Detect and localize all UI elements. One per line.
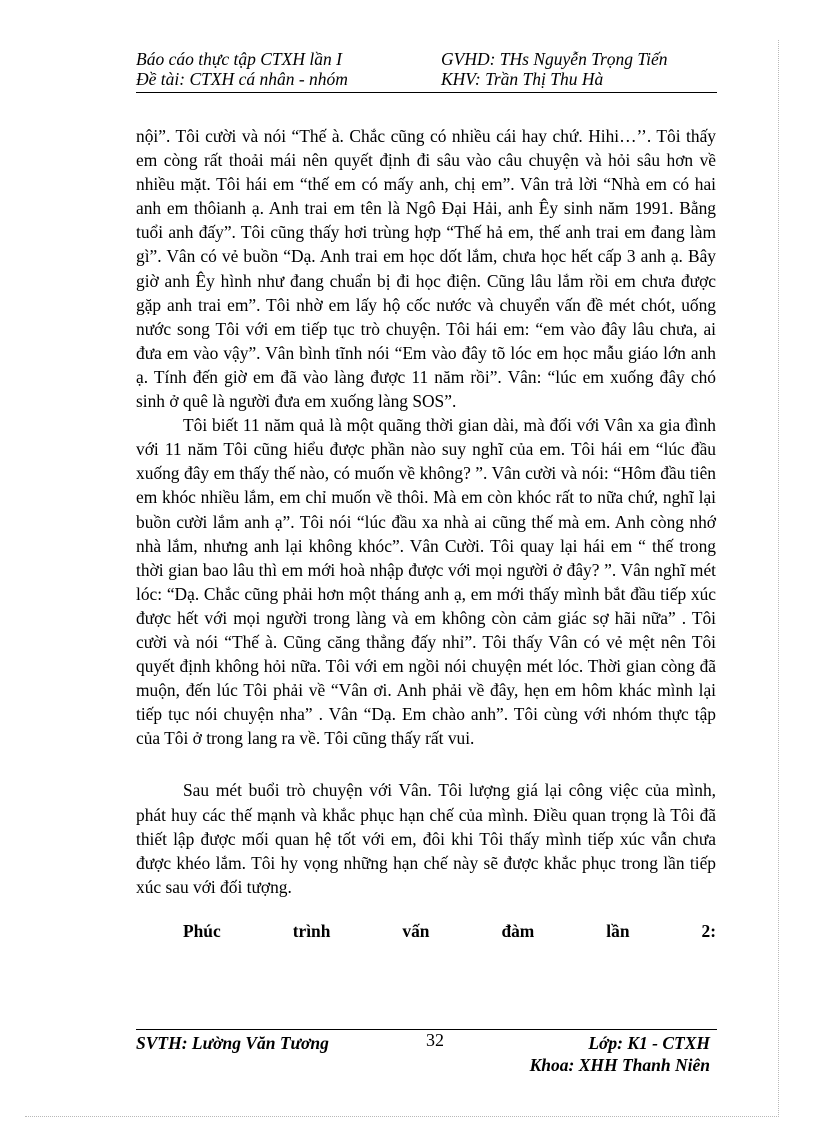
paragraph-2: Tôi biết 11 năm quả là một quãng thời gian dài, mà đối với Vân xa gia đình với 11 năm Tôi cũng hiểu được phần nào suy nghĩ của em. Tôi hái em “lúc đầu xuống đây em thấy thế nào, có muốn về không? ”. Vân cười và nói: “Hôm đầu tiên em khóc nhiều lắm, em chỉ muốn về thôi. Mà em còn khóc rất to nữa chứ, nghĩ lại buồn cười lắm anh ạ”. Tôi nói “lúc đầu xa nhà ai cũng thế mà em. Anh còng nhớ nhà lắm, nhưng anh lại không khóc”. Vân Cười. Tôi quay lại hái em “ thế trong thời gian bao lâu thì em mới hoà nhập được với mọi người ở đây? ”. Vân nghĩ mét lóc: “Dạ. Chắc cũng phải hơn một tháng anh ạ, em mới thấy mình bắt đầu tiếp xúc được hết với mọi người trong làng và em không còn cảm giác sợ hãi nữa” . Tôi cười và nói “Thế à. Cũng căng thẳng đấy nhỉ”. Tôi thấy Vân có vẻ mệt nên Tôi quyết định không hỏi nữa. Tôi với em ngồi nói chuyện mét lóc. Thời gian còng đã muộn, đến lúc Tôi phải về “Vân ơi. Anh phải về đây, hẹn em hôm khác mình lại tiếp tục nói chuyện nha” . Vân “Dạ. Em chào anh”. Tôi cùng với nhóm thực tập của Tôi ở trong lang ra về. Tôi cũng thấy rất vui. (136, 415, 716, 749)
heading-word: vấn (402, 920, 430, 941)
report-title: Báo cáo thực tập CTXH lần I (136, 49, 342, 69)
page-header (136, 49, 716, 89)
section-heading (136, 919, 716, 943)
khv: KHV: Trần Thị Thu Hà (441, 69, 604, 89)
supervisor: GVHD: THs Nguyễn Trọng Tiến (441, 49, 668, 69)
page-body (136, 124, 716, 943)
page-border-bottom (25, 1116, 779, 1117)
paragraph-3: Sau mét buổi trò chuyện với Vân. Tôi lượng giá lại công việc của mình, phát huy các thế mạnh và khắc phục hạn chế của mình. Điều quan trọng là Tôi đã thiết lập được mối quan hệ tốt với em, đôi khi Tôi thấy mình tiếp xúc vẫn chưa được khéo lắm. Tôi hy vọng những hạn chế này sẽ được khắc phục trong lần tiếp xúc sau với đối tượng. (136, 780, 716, 897)
student-name: SVTH: Lường Văn Tương (136, 1033, 329, 1053)
page-footer (136, 1032, 716, 1080)
page-number: 32 (426, 1030, 444, 1050)
heading-word: 2: (701, 920, 716, 941)
page-border-right (778, 40, 779, 1115)
class-label: Lớp: K1 - CTXH (588, 1033, 710, 1053)
heading-word: đàm (501, 920, 535, 941)
heading-word: lần (606, 920, 630, 941)
heading-word: trình (292, 920, 331, 941)
header-rule (136, 92, 717, 93)
paragraph-1: nội”. Tôi cười và nói “Thế à. Chắc cũng có nhiều cái hay chứ. Hihi…’’. Tôi thấy em còng rất thoải mái nên quyết định đi sâu vào câu chuyện và hỏi sâu hơn về nhiều mặt. Tôi hái em “thế em có mấy anh, chị em”. Vân trả lời “Nhà em có hai anh em thôianh ạ. Anh trai em tên là Ngô Đại Hải, anh Êy sinh năm 1991. Bằng tuổi anh đấy”. Tôi cũng thấy hơi trùng hợp “Thế hả em, thế anh trai em đang làm gì”. Vân có vẻ buồn “Dạ. Anh trai em học dốt lắm, chưa học hết cấp 3 anh ạ. Bây giờ anh Êy hình như đang chuẩn bị đi học điện. Cũng lâu lắm rồi em chưa được gặp anh trai em”. Tôi nhờ em lấy hộ cốc nước và chuyển vấn đề mét chót, uống nước song Tôi với em tiếp tục trò chuyện. Tôi hái em: “em vào đây lâu chưa, ai đưa em vào vậy”. Vân bình tĩnh nói “Em vào đây tõ lóc em học mẫu giáo lớn anh ạ. Tính đến giờ em đã vào làng được 11 năm rồi”. Vân: “lúc em xuống đây chó sinh ở quê là người đưa em xuống làng SOS”. (136, 126, 716, 412)
topic: Đề tài: CTXH cá nhân - nhóm (136, 69, 348, 89)
heading-word: Phúc (183, 920, 221, 941)
faculty-label: Khoa: XHH Thanh Niên (529, 1055, 710, 1075)
